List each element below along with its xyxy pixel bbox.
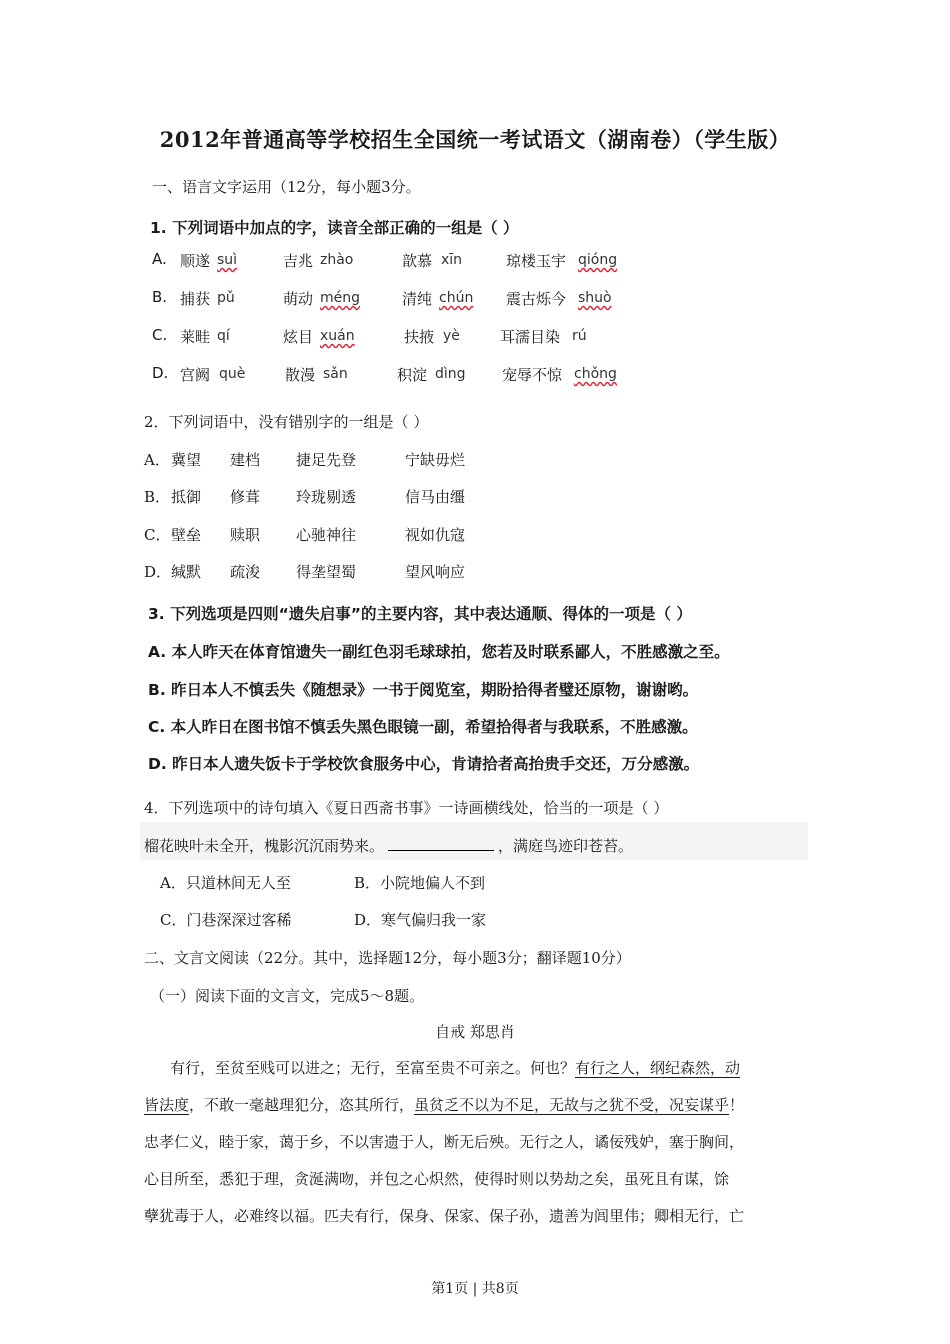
page-footer: 第1页 | 共8页 [431, 1281, 519, 1297]
pinyin: qióng [578, 252, 618, 268]
option-word: 歆慕 [402, 252, 433, 270]
passage-segment: 有行，至贫至贱可以进之；无行，至富至贵不可亲之。何也？ [170, 1059, 576, 1077]
question-4-option-c: C．门巷深深过客稀 [160, 911, 292, 929]
option-word: 心驰神往 [296, 526, 357, 544]
pinyin: zhào [320, 252, 354, 268]
option-word: 信马由缰 [405, 488, 466, 506]
poem-line [144, 834, 633, 856]
option-label: B． [144, 488, 171, 506]
fill-blank [388, 834, 494, 851]
option-word: 扶掖 [404, 328, 435, 346]
pinyin: qí [217, 328, 230, 344]
section-heading-1: 一、语言文字运用（12分，每小题3分。 [152, 178, 421, 196]
pinyin: dìng [435, 366, 466, 382]
passage-line-4: 心目所至，悉犯于理，贪涎满吻，并包之心炽然，使得时则以势劫之矣，虽死且有谋，馀 [144, 1170, 730, 1188]
poem-before: 榴花映叶未全开，槐影沉沉雨势来。 [144, 837, 385, 855]
option-word: 望风响应 [405, 563, 466, 581]
poem-after: ，满庭鸟迹印苍苔。 [498, 837, 634, 855]
pinyin: chún [439, 290, 474, 306]
question-3-option-a: A. 本人昨天在体育馆遗失一副红色羽毛球球拍，您若及时联系鄙人，不胜感激之至。 [148, 643, 730, 661]
option-word: 建档 [230, 451, 261, 469]
pinyin: rú [572, 328, 587, 344]
option-word: 震古烁今 [506, 290, 567, 308]
option-word: 散漫 [285, 366, 316, 384]
option-label: D． [144, 563, 172, 581]
passage-segment: ！ [729, 1096, 745, 1114]
option-word: 炫目 [283, 328, 314, 346]
option-word: 耳濡目染 [500, 328, 561, 346]
passage-text [144, 1050, 808, 1235]
option-word: 清纯 [402, 290, 433, 308]
underlined-segment: 皆法度 [144, 1096, 190, 1114]
option-word: 冀望 [171, 451, 202, 469]
subsection-heading: （一）阅读下面的文言文，完成5～8题。 [150, 987, 425, 1005]
option-word: 琼楼玉宇 [506, 252, 567, 270]
option-label: C. [152, 326, 168, 344]
option-word: 抵御 [171, 488, 202, 506]
underlined-segment: 有行之人，纲纪森然，动 [575, 1059, 741, 1077]
pinyin: pǔ [217, 290, 235, 306]
page-title: 2012年普通高等学校招生全国统一考试语文（湖南卷）（学生版） [159, 127, 791, 152]
pinyin: sǎn [323, 366, 348, 382]
pinyin: chǒng [574, 366, 617, 382]
option-word: 壁垒 [171, 526, 202, 544]
option-word: 吉兆 [283, 252, 314, 270]
option-word: 宫阙 [180, 366, 211, 384]
question-3-option-d: D. 昨日本人遗失饭卡于学校饮食服务中心，肯请拾者高抬贵手交还，万分感激。 [148, 755, 700, 773]
section-heading-2: 二、文言文阅读（22分。其中，选择题12分，每小题3分；翻译题10分） [144, 949, 631, 967]
question-4-option-b: B．小院地偏人不到 [354, 874, 486, 892]
option-label: A. [152, 250, 167, 268]
option-word: 赎职 [230, 526, 261, 544]
option-word: 捕获 [180, 290, 211, 308]
pinyin: què [219, 366, 246, 382]
question-3-option-b: B. 昨日本人不慎丢失《随想录》一书于阅览室，期盼拾得者璧还原物，谢谢哟。 [148, 681, 699, 699]
option-word: 顺遂 [180, 252, 211, 270]
question-3-option-c: C. 本人昨日在图书馆不慎丢失黑色眼镜一副，希望拾得者与我联系，不胜感激。 [148, 718, 698, 736]
passage-line-5: 孽犹毒于人，必难终以福。匹夫有行，保身、保家、保子孙，遗善为闾里伟；卿相无行，亡 [144, 1207, 745, 1225]
option-word: 莱畦 [180, 328, 211, 346]
pinyin: suì [217, 252, 238, 268]
question-2-stem: 2．下列词语中，没有错别字的一组是（ ） [144, 413, 429, 431]
option-label: A． [144, 451, 170, 469]
pinyin: xīn [441, 252, 463, 268]
question-4-stem: 4．下列选项中的诗句填入《夏日西斋书事》一诗画横线处，恰当的一项是（ ） [144, 799, 669, 817]
pinyin: xuán [320, 328, 355, 344]
pinyin: méng [320, 290, 361, 306]
option-word: 宠辱不惊 [502, 366, 563, 384]
question-1-stem: 1. 下列词语中加点的字，读音全部正确的一组是（ ） [150, 219, 519, 237]
passage-line-2 [144, 1087, 808, 1124]
passage-line-1 [144, 1050, 808, 1087]
pinyin: yè [443, 328, 460, 344]
passage-title: 自戒 郑思肖 [435, 1023, 515, 1041]
option-word: 萌动 [283, 290, 314, 308]
option-word: 宁缺毋烂 [405, 451, 466, 469]
pinyin: shuò [578, 290, 612, 306]
option-word: 得垄望蜀 [296, 563, 357, 581]
option-label: C． [144, 526, 171, 544]
option-word: 修葺 [230, 488, 261, 506]
option-label: D. [152, 364, 169, 382]
option-word: 视如仇寇 [405, 526, 466, 544]
option-word: 玲珑剔透 [296, 488, 357, 506]
option-word: 积淀 [397, 366, 428, 384]
option-word: 缄默 [171, 563, 202, 581]
question-3-stem: 3. 下列选项是四则“遗失启事”的主要内容，其中表达通顺、得体的一项是（ ） [148, 605, 692, 623]
option-word: 疏浚 [230, 563, 261, 581]
passage-line-3: 忠孝仁义，睦于家，蔼于乡，不以害遗于人，断无后殃。无行之人，谲佞残妒，塞于胸间， [144, 1133, 745, 1151]
underlined-segment: 虽贫乏不以为不足，无故与之犹不受，况妄谋乎 [414, 1096, 730, 1114]
passage-segment: ，不敢一毫越理犯分，恣其所行， [189, 1096, 415, 1114]
option-word: 捷足先登 [296, 451, 357, 469]
question-4-option-a: A．只道林间无人至 [160, 874, 291, 892]
option-label: B. [152, 288, 168, 306]
question-4-option-d: D．寒气偏归我一家 [354, 911, 487, 929]
